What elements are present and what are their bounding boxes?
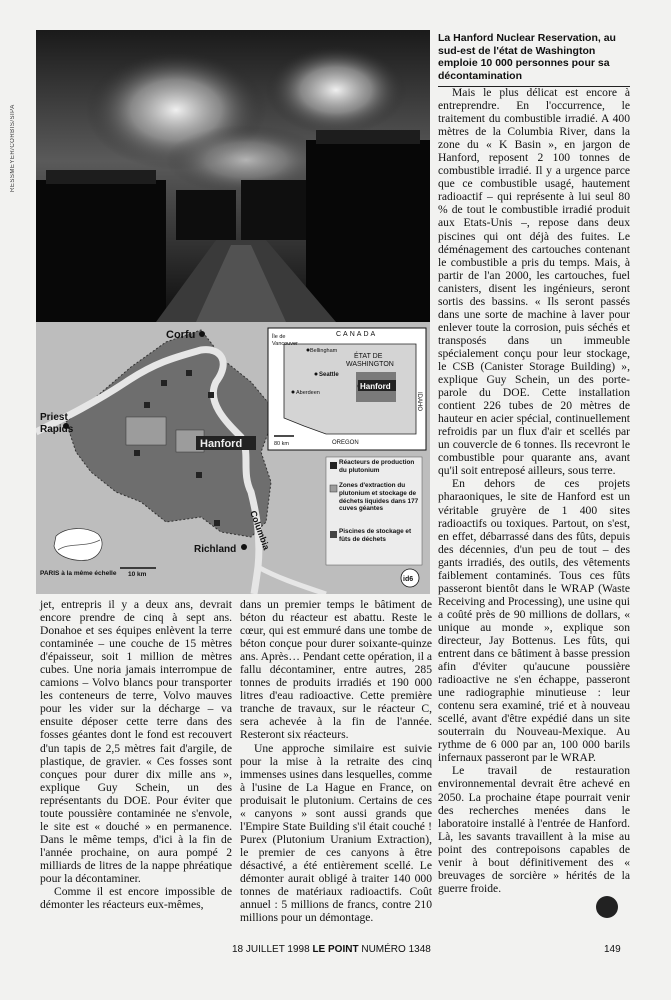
washington-inset: [268, 328, 426, 450]
reactor-marker: [186, 370, 192, 376]
hanford-map: [36, 322, 430, 594]
label-corfu: Corfu: [166, 329, 196, 341]
article-column-left: [40, 598, 232, 911]
page-footer: [0, 944, 671, 960]
label-hanford: Hanford: [200, 438, 243, 450]
label-columbia: Columbia: [248, 509, 272, 552]
map-legend: [326, 457, 422, 565]
label-bellingham: Bellingham: [310, 348, 338, 354]
footer-magazine: LE POINT: [312, 944, 359, 955]
paragraph: Le travail de restauration environnemental devrait être achevé en 2050. La prochaine étape pourrait venir des recherches menées dans le laboratoire installé à l'entrée de Hanford. Là, les savants travaillent à la mise au point des contrepoisons capables de venir à bout définitivement des « breuvages de sorcière » hérités de la guerre froide.: [438, 764, 630, 895]
photo-caption: La Hanford Nuclear Reservation, au sud-est de l'état de Washington emploie 10 000 personnes pour sa décontamination: [438, 32, 630, 87]
paragraph: Mais le plus délicat est encore à entreprendre. En l'occurrence, le traitement du combustible irradié. A 400 mètres de la Columbia River, dans la zone du « K Basin », en jargon de Hanford, reposent 2 100 tonnes de combustible irradié. Il y a urgence parce que ce combustible usagé, hautement radioactif – qui représente à lui seul 80 % de tout le combustible irradié produit aux Etats-Unis –, repose dans deux piscines qui ont déjà des fuites. Le déménagement des cartouches contenant le combustible a pris du temps. Mais, à partir de l'an 2000, les cartouches, fuel canisters, disent les ingénieurs, seront sortis des bassins. « Ils seront passés dans une sorte de machine à laver pour enlever toute la corrosion, puis séchés et transposés dans un immeuble spécialement conçu pour leur stockage, le CSB (Canister Storage Building) », explique Guy Schein, un des porte-parole du DOE. Cette installation contient 226 tubes de 20 mètres de hauteur en acier spécial, continuellement refroidis par un flux d'air et scellés par un couvercle de 6 tonnes. Ils recevront le combustible pour quarante ans, avant qu'il soit entreposé ailleurs, sous terre.: [438, 86, 630, 478]
map-scale: 10 km: [128, 571, 147, 578]
label-washington: WASHINGTON: [346, 361, 394, 368]
paragraph: jet, entrepris il y a deux ans, devrait encore prendre de cinq à sept ans. Donahoe et ses équipes enlèvent la terre contaminée – une couche de 15 mètres d'épaisseur, soit 1 million de mètres cubes. Une noria jamais interrompue de camions – Volvo blancs pour transporter les conteneurs de terre, Volvo mauves pour les vider sur la décharge – va ensuite déposer cette terre dans des fosses géantes dont le fond est recouvert d'un tapis de 2,5 mètres fait d'argile, de plastique, de gravier. « Ces fosses sont conçues pour durer dix mille ans », explique Guy Schein, un des représentants du DOE. Pour éviter que toute poussière contaminée ne s'envole, le site est « douché » en permanence. Dans le même temps, d'ici à la fin de l'année prochaine, on aura pompé 2 milliards de litres de la nappe phréatique pour la décontaminer.: [40, 598, 232, 885]
label-oregon: OREGON: [332, 440, 359, 446]
label-richland: Richland: [194, 544, 237, 555]
reactor-marker: [214, 520, 220, 526]
legend-pools: Piscines de stockage et fûts de déchets: [339, 528, 412, 543]
reactor-marker: [134, 450, 140, 456]
inset-scale: 80 km: [274, 441, 289, 447]
paragraph: dans un premier temps le bâtiment de béton du réacteur est abattu. Reste le cœur, qui est emmuré dans une tombe de béton conçue pour durer soixante-quinze ans. Après… Pendant cette opération, il a fallu décontaminer, entre autres, 285 tonnes de produits irradiés et 190 000 litres d'eau radioactive. Cette première tranche de travaux, sur le réacteur C, sera achevée à la fin de l'année. Resteront six réacteurs.: [240, 598, 432, 742]
label-idaho: IDAHO: [416, 392, 422, 412]
legend-extraction: Zones d'extraction du plutonium et stockage de déchets liquides dans 177 cuves géantes: [339, 482, 419, 513]
label-etat: ÉTAT DE: [354, 353, 383, 360]
label-canada: CANADA: [336, 331, 378, 338]
reactor-marker: [208, 392, 214, 398]
footer-date: 18 JUILLET 1998: [232, 944, 310, 955]
paragraph: Une approche similaire est suivie pour la mise à la retraite des cinq immenses usines dans lesquelles, comme à l'usine de La Hague en France, on produisait le plutonium. Certains de ces « canyons » sont aussi grands que l'Empire State Building s'il était couché ! Purex (Plutonium Uranium Extraction), le premier de ces canyons à être désactivé, a été entièrement scellé. Le démonter aurait obligé à traiter 140 000 tonnes de matériaux radioactifs. Coût annuel : 5 millions de francs, contre 210 millions pour un démontage.: [240, 741, 432, 925]
label-priest: Priest: [40, 412, 68, 423]
paragraph: Comme il est encore impossible de démonter les réacteurs eux-mêmes,: [40, 885, 232, 912]
label-vancouver-1: Île de: [272, 334, 286, 340]
footer-issue: NUMÉRO 1348: [361, 944, 431, 955]
footer-issue-line: [232, 944, 431, 955]
article-column-right: [438, 86, 630, 895]
hanford-site-map: [36, 322, 430, 594]
paris-label: PARIS à la même échelle: [40, 570, 117, 577]
label-aberdeen: Aberdeen: [296, 390, 320, 396]
page-number: 149: [604, 944, 621, 955]
label-vancouver-2: Vancouver: [272, 341, 298, 347]
reactor-marker: [196, 472, 202, 478]
reactor-marker: [161, 380, 167, 386]
legend-reactors: Réacteurs de production du plutonium: [339, 459, 415, 474]
reactor-steam-illustration: [36, 30, 430, 322]
label-rapids: Rapids: [40, 424, 74, 435]
reactor-marker: [144, 402, 150, 408]
photo-credit: RESSMEYER/CORBIS/SIPA: [10, 104, 16, 192]
paragraph: En dehors de ces projets pharaoniques, le site de Hanford est un véritable gruyère de 1 400 sites radioactifs ou toxiques. Partout, on s'est, en effet, débarrassé dans des fûts, depuis des décennies, d'un peu de tout – des gants irradiés, des outils, des vêtements faiblement contaminés. Tous ces fûts passeront bientôt dans le WRAP (Waste Receiving and Processing), une usine qui a coûté près de 90 millions de dollars, « unique au monde », explique son directeur, Jay Bottenus. Les fûts, qui entrent dans ce bâtiment à basse pression afin d'éviter qu'aucune poussière radioactive ne s'en échappe, passeront une radiographie minutieuse : leur contenu sera examiné, trié et à nouveau scellé, avant d'être expédié dans un site souterrain du Nouveau-Mexique. Au rythme de 6 000 par an, 100 000 barils infernaux passeront par le WRAP.: [438, 477, 630, 765]
end-of-article-icon: [596, 896, 618, 918]
label-inset-hanford: Hanford: [360, 382, 391, 391]
id6-logo: id6: [403, 576, 414, 583]
hanford-photo: [36, 30, 430, 322]
article-column-middle: [240, 598, 432, 924]
label-seattle: Seattle: [319, 372, 339, 378]
